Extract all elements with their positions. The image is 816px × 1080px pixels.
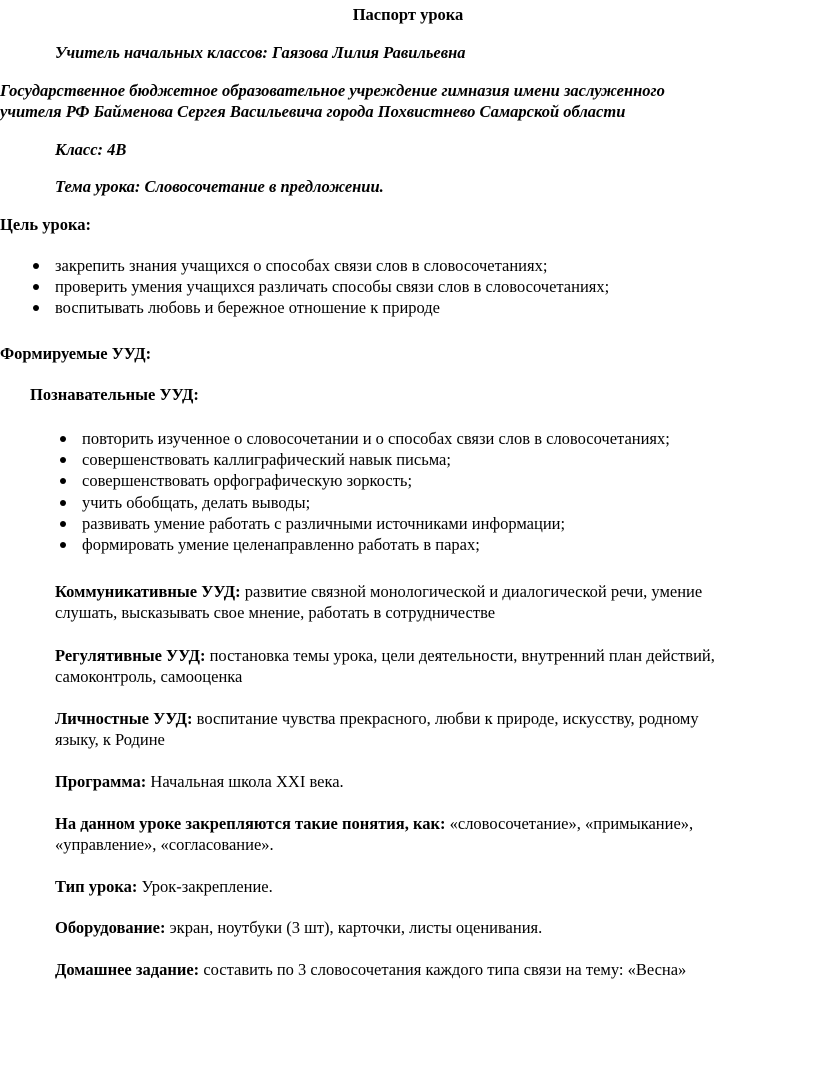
document-title: Паспорт урока: [352, 5, 464, 24]
homework-line: Домашнее задание: составить по 3 словосочетания каждого типа связи на тему: «Весна»: [55, 960, 687, 979]
school-line-2: учителя РФ Байменова Сергея Васильевича города Похвистнево Самарской области: [0, 102, 626, 121]
regulative-line-1: Регулятивные УУД: постановка темы урока, цели деятельности, внутренний план действий,: [55, 646, 715, 665]
program-line: Программа: Начальная школа XXI века.: [55, 772, 344, 791]
list-item: учить обобщать, делать выводы;: [82, 492, 670, 513]
personal-line-1: Личностные УУД: воспитание чувства прекрасного, любви к природе, искусству, родному: [55, 709, 699, 728]
goal-heading: Цель урока:: [0, 215, 91, 234]
bullet-icon: [60, 478, 66, 484]
lesson-type-line: Тип урока: Урок-закрепление.: [55, 877, 273, 896]
bullet-icon: [33, 263, 39, 269]
regulative-label: Регулятивные УУД:: [55, 646, 206, 665]
list-item: повторить изученное о словосочетании и о способах связи слов в словосочетаниях;: [82, 428, 670, 449]
topic-line: Тема урока: Словосочетание в предложении.: [55, 177, 384, 196]
goal-list: [55, 255, 609, 319]
list-item: проверить умения учащихся различать способы связи слов в словосочетаниях;: [55, 276, 609, 297]
uud-heading: Формируемые УУД:: [0, 344, 152, 363]
regulative-line-2: самоконтроль, самооценка: [55, 667, 243, 686]
bullet-icon: [60, 521, 66, 527]
cognitive-list: [82, 428, 670, 555]
class-line: Класс: 4В: [55, 140, 127, 159]
equipment-label: Оборудование:: [55, 918, 166, 937]
communicative-line-2: слушать, высказывать свое мнение, работать в сотрудничестве: [55, 603, 496, 622]
bullet-icon: [33, 284, 39, 290]
communicative-line-1: Коммуникативные УУД: развитие связной монологической и диалогической речи, умение: [55, 582, 703, 601]
school-line-1: Государственное бюджетное образовательное учреждение гимназия имени заслуженного: [0, 81, 665, 100]
equipment-line: Оборудование: экран, ноутбуки (3 шт), карточки, листы оценивания.: [55, 918, 543, 937]
list-item: совершенствовать орфографическую зоркость;: [82, 470, 670, 491]
concepts-line-2: «управление», «согласование».: [55, 835, 274, 854]
bullet-icon: [33, 305, 39, 311]
list-item: совершенствовать каллиграфический навык письма;: [82, 449, 670, 470]
personal-line-2: языку, к Родине: [55, 730, 165, 749]
personal-label: Личностные УУД:: [55, 709, 193, 728]
list-item: формировать умение целенаправленно работать в парах;: [82, 534, 670, 555]
lesson-type-label: Тип урока:: [55, 877, 138, 896]
bullet-icon: [60, 500, 66, 506]
cognitive-heading: Познавательные УУД:: [30, 385, 199, 404]
bullet-icon: [60, 436, 66, 442]
teacher-line: Учитель начальных классов: Гаязова Лилия Равильевна: [55, 43, 466, 62]
concepts-line-1: На данном уроке закрепляются такие понятия, как: «словосочетание», «примыкание»,: [55, 814, 694, 833]
homework-label: Домашнее задание:: [55, 960, 200, 979]
list-item: воспитывать любовь и бережное отношение к природе: [55, 297, 609, 318]
bullet-icon: [60, 542, 66, 548]
concepts-label: На данном уроке закрепляются такие понятия, как:: [55, 814, 446, 833]
bullet-icon: [60, 457, 66, 463]
list-item: развивать умение работать с различными источниками информации;: [82, 513, 670, 534]
communicative-label: Коммуникативные УУД:: [55, 582, 241, 601]
list-item: закрепить знания учащихся о способах связи слов в словосочетаниях;: [55, 255, 609, 276]
program-label: Программа:: [55, 772, 147, 791]
